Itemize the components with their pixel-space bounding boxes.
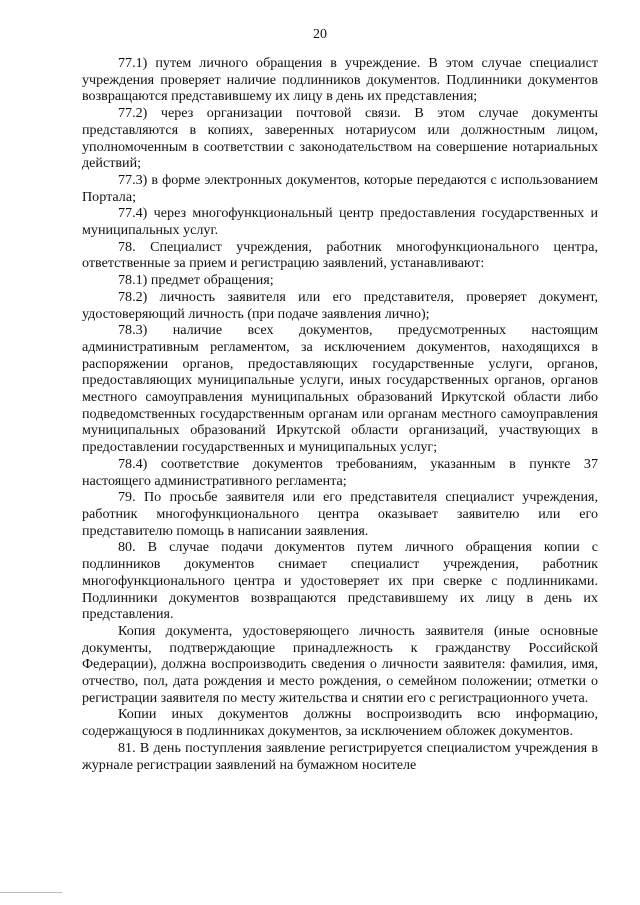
paragraph-79: 79. По просьбе заявителя или его представителя специалист учреждения, работник многофункционального центра оказывает заявителю или его представителю помощь в написании заявления. [82,489,598,539]
paragraph-78-1: 78.1) предмет обращения; [118,272,274,289]
page-number: 20 [313,27,327,42]
paragraph-81: 81. В день поступления заявление регистрируется специалистом учреждения в журнале регистрации заявлений на бумажном носителе [82,739,598,773]
paragraph-77-2: 77.2) через организации почтовой связи. В этом случае документы представляются в копиях, заверенных нотариусом или должностным лицом, уполномоченным в соответствии с законодательством на совершение нотариальных действий; [82,105,598,172]
paragraph-80-identity-copy: Копия документа, удостоверяющего личность заявителя (иные основные документы, подтверждающие принадлежность к гражданству Российской Федерации), должна воспроизводить сведения о личности заявителя: фамилия, имя, отчество, пол, дата рождения и место рождения, о семейном положении; отметки о регистрации заявителя по месту жительства и снятии его с регистрационного учета. [82,622,598,706]
paragraph-77-4: 77.4) через многофункциональный центр предоставления государственных и муниципальных услуг. [82,205,598,239]
paragraph-78-2: 78.2) личность заявителя или его представителя, проверяет документ, удостоверяющий личность (при подаче заявления лично); [82,288,598,322]
paragraph-77-3: 77.3) в форме электронных документов, которые передаются с использованием Портала; [82,171,598,205]
footer-divider [0,892,62,893]
paragraph-77-1: 77.1) путем личного обращения в учреждение. В этом случае специалист учреждения проверяет наличие подлинников документов. Подлинники документов возвращаются представившему их лицу в день их представления; [82,55,598,105]
paragraph-78-4: 78.4) соответствие документов требованиям, указанным в пункте 37 настоящего административного регламента; [82,455,598,489]
document-body [82,55,598,773]
paragraph-80-other-copies: Копии иных документов должны воспроизводить всю информацию, содержащуюся в подлинниках документов, за исключением обложек документов. [82,706,598,740]
paragraph-78: 78. Специалист учреждения, работник многофункционального центра, ответственные за прием и регистрацию заявлений, устанавливают: [82,238,598,272]
paragraph-80: 80. В случае подачи документов путем личного обращения копии с подлинников документов снимает специалист учреждения, работник многофункционального центра и удостоверяет их при сверке с подлинниками. Подлинники документов возвращаются представившему их лицу в день их представления. [82,539,598,623]
paragraph-78-3: 78.3) наличие всех документов, предусмотренных настоящим административным регламентом, за исключением документов, находящихся в распоряжении органов, предоставляющих государственные услуги, органов, предоставляющих муниципальные услуги, иных государственных органов, органов местного самоуправления муниципальных образований Иркутской области либо подведомственных государственным органам или органам местного самоуправления муниципальных образований Иркутской области организаций, участвующих в предоставлении государственных и муниципальных услуг; [82,322,598,456]
